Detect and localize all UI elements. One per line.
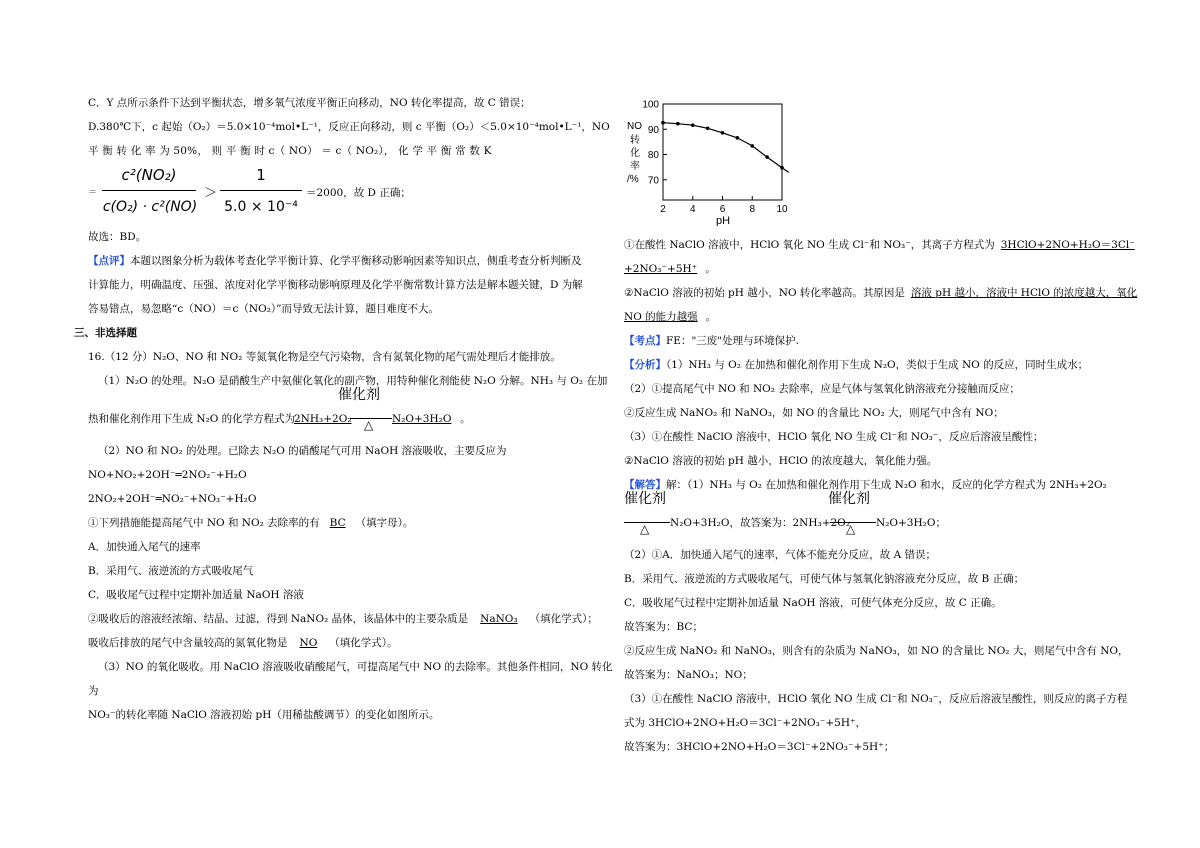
data-point — [706, 126, 710, 130]
answer-line: 故选：BD。 — [88, 231, 147, 243]
reaction-equation-1: NO+NO₂+2OH⁻═2NO₂⁻+H₂O — [88, 469, 247, 481]
part2-sub1 — [88, 512, 413, 536]
x-tick-label: 4 — [689, 204, 696, 215]
comment-line-1 — [88, 250, 582, 274]
answer-3-2-suffix: 。 — [705, 311, 717, 323]
kaodian-text: FE："三废"处理与环境保护. — [666, 335, 799, 347]
option-d-explanation: D.380℃下，c 起始（O₂）＝5.0×10⁻⁴mol•L⁻¹，反应正向移动，则 c 平衡（O₂）＜5.0×10⁻⁴mol•L⁻¹，NO — [88, 121, 610, 133]
analysis-text-1: （1）NH₃ 与 O₂ 在加热和催化剂作用下生成 N₂O，类似于生成 NO 的反应，同时生成水； — [666, 359, 1089, 371]
solution-line-7: ②反应生成 NaNO₂ 和 NaNO₃，则含有的杂质为 NaNO₃，如 NO 的含量比 NO₂ 大，则尾气中含有 NO， — [624, 645, 1129, 657]
y-tick-label: 80 — [647, 150, 659, 162]
formula-equals: ＝ — [88, 188, 98, 198]
part2-sub2b-answer: NO — [299, 637, 318, 649]
part1-answer-products: N₂O+3H₂O — [392, 413, 452, 425]
solution-text-1: 解：（1）NH₃ 与 O₂ 在加热和催化剂作用下生成 N₂O 和水，反应的化学方程式为 2NH₃+2O₂ — [666, 479, 1107, 491]
question-16-part3-cont: 为 — [88, 685, 99, 697]
catalyst-label-2: 催化剂 — [828, 491, 870, 507]
reaction-equation-2: 2NO₂+2OH⁻═NO₂⁻+NO₃⁻+H₂O — [88, 493, 257, 505]
part2-sub2b-prefix: 吸收后排放的尾气中含量较高的氮氧化物是 — [88, 637, 288, 649]
formula-denominator-1: c(O₂) · c²(NO) — [102, 199, 198, 215]
part2-sub2 — [88, 608, 598, 632]
chart-ylabel-1: NO — [627, 121, 642, 132]
analysis-line-1 — [624, 354, 1088, 378]
chart-ylabel-2: 转 — [630, 135, 640, 146]
part1-equation-suffix: 。 — [460, 413, 471, 425]
heat-symbol-2: △ — [846, 522, 856, 536]
option-c-explanation: C．Y 点所示条件下达到平衡状态，增多氧气浓度平衡正向移动，NO 转化率提高，故 C 错误； — [88, 97, 531, 109]
analysis-line-2: （2）①提高尾气中 NO 和 NO₂ 去除率，应是气体与氢氧化钠溶液充分接触而反应； — [624, 383, 1020, 395]
solution-equation-row — [624, 488, 1130, 538]
chart-ylabel-4: 率 — [630, 161, 640, 172]
part2-sub1-suffix: （填字母）。 — [355, 517, 414, 529]
analysis-line-4: （3）①在酸性 NaClO 溶液中，HClO 氧化 NO 生成 Cl⁻和 NO₃⁻，反应后溶液呈酸性； — [624, 431, 1044, 443]
y-tick-label: 70 — [647, 175, 659, 187]
option-a: A．加快通入尾气的速率 — [88, 541, 201, 553]
comment-line-3: 答易错点，易忽略“c（NO）＝c（NO₂）”而导致无法计算，题目难度不大。 — [88, 303, 440, 315]
question-16-part3: （3）NO 的氧化吸收。用 NaClO 溶液吸收硝酸尾气，可提高尾气中 NO 的去除率。其他条件相同，NO 转化 — [98, 661, 613, 673]
solution-line-3: （2）①A．加快通入尾气的速率，气体不能充分反应，故 A 错误； — [624, 549, 937, 561]
formula-greater-than: ＞ — [204, 186, 218, 201]
analysis-line-3: ②反应生成 NaNO₂ 和 NaNO₃，如 NO 的含量比 NO₂ 大，则尾气中含有 NO； — [624, 407, 1004, 419]
part2-sub2b-suffix: （填化学式）。 — [329, 637, 398, 649]
question-16-part1: （1）N₂O 的处理。N₂O 是硝酸生产中氨催化氧化的副产物，用特种催化剂能使 N₂O 分解。NH₃ 与 O₂ 在加 — [98, 375, 608, 387]
solution-equation-end: N₂O+3H₂O； — [876, 517, 946, 529]
answer-3-2 — [624, 282, 1137, 306]
solution-line-10: 式为 3HClO+2NO+H₂O＝3Cl⁻+2NO₃⁻+5H⁺， — [624, 717, 867, 729]
answer-3-2-prefix: ②NaClO 溶液的初始 pH 越小，NO 转化率越高。其原因是 — [624, 287, 905, 299]
formula-numerator-1: c²(NO₂) — [121, 166, 177, 184]
solution-line-8: 故答案为：NaNO₃；NO； — [624, 669, 753, 681]
data-point — [780, 166, 784, 170]
y-tick-label: 100 — [642, 99, 659, 111]
data-point — [676, 122, 680, 126]
x-tick-label: 2 — [660, 204, 666, 215]
part2-sub2-suffix: （填化学式）； — [529, 613, 598, 625]
answer-3-2-cont — [624, 306, 716, 330]
part2-sub2-prefix: ②吸收后的溶液经浓缩、结晶、过滤，得到 NaNO₂ 晶体，该晶体中的主要杂质是 — [88, 613, 469, 625]
kaodian-line — [624, 330, 799, 354]
chart-ylabel-3: 化 — [630, 148, 640, 159]
solution-line-11: 故答案为：3HClO+2NO+H₂O＝3Cl⁻+2NO₃⁻+5H⁺； — [624, 741, 895, 753]
answer-3-1-cont — [624, 258, 716, 282]
comment-line-2: 计算能力，明确温度、压强、浓度对化学平衡移动影响原理及化学平衡常数计算方法是解本题关键，D 为解 — [88, 279, 583, 291]
section-heading: 三、非选择题 — [74, 327, 137, 339]
data-point — [661, 121, 665, 125]
question-16-part3-figure-caption: NO₃⁻的转化率随 NaClO 溶液初始 pH（用稀盐酸调节）的变化如图所示。 — [88, 709, 440, 721]
option-b: B．采用气、液逆流的方式吸收尾气 — [88, 565, 254, 577]
option-d-explanation-cont: 平 衡 转 化 率 为 50%， 则 平 衡 时 c（ NO） ＝ c（ NO₂）， 化 学 平 衡 常 数 K — [88, 145, 492, 157]
fraction-bar-1 — [102, 190, 196, 191]
answer-3-2-reason: 溶液 pH 越小，溶液中 HClO 的浓度越大，氧化 — [910, 287, 1138, 299]
comment-text-1: 本题以图象分析为载体考查化学平衡计算、化学平衡移动影响因素等知识点，侧重考查分析判断及 — [130, 255, 582, 267]
chart-xlabel: pH — [715, 215, 731, 226]
heat-symbol: △ — [364, 418, 374, 432]
solution-tag: 【解答】 — [624, 479, 666, 491]
x-tick-label: 6 — [719, 204, 726, 215]
analysis-tag: 【分析】 — [624, 359, 666, 371]
chart-trend-curve — [663, 123, 789, 173]
chart-plot-frame — [663, 104, 782, 200]
no-conversion-chart — [620, 96, 800, 226]
fraction-bar-2 — [220, 190, 302, 191]
answer-3-1-suffix: 。 — [705, 263, 716, 275]
answer-3-1-prefix: ①在酸性 NaClO 溶液中，HClO 氧化 NO 生成 Cl⁻和 NO₃⁻，其离子方程式为 — [624, 239, 995, 251]
question-16-stem: 16.（12 分）N₂O、NO 和 NO₂ 等氮氧化物是空气污染物，含有氮氧化物的尾气需处理后才能排放。 — [88, 351, 561, 363]
catalyst-label: 催化剂 — [338, 387, 380, 403]
part2-sub1-prefix: ①下列措施能提高尾气中 NO 和 NO₂ 去除率的有 — [88, 517, 320, 529]
solution-line-6: 故答案为：BC； — [624, 621, 703, 633]
kaodian-tag: 【考点】 — [624, 335, 666, 347]
formula-numerator-2: 1 — [256, 166, 266, 184]
answer-3-2-reason-cont: NO 的能力越强 — [624, 311, 698, 323]
solution-line-5: C．吸收尾气过程中定期补加适量 NaOH 溶液，可使气体充分反应，故 C 正确。 — [624, 597, 1002, 609]
solution-line-9: （3）①在酸性 NaClO 溶液中，HClO 氧化 NO 生成 Cl⁻和 NO₃⁻，反应后溶液呈酸性，则反应的离子方程 — [624, 693, 1128, 705]
formula-result: ＝2000，故 D 正确； — [306, 187, 411, 199]
y-tick-label: 90 — [647, 124, 659, 136]
part1-answer-reactants: 2NH₃+2O₂ — [294, 413, 352, 425]
part2-sub2b — [88, 632, 398, 656]
answer-3-1 — [624, 234, 1135, 258]
answer-3-1-equation-cont: +2NO₃⁻+5H⁺ — [624, 263, 698, 275]
solution-equation-text: N₂O+3H₂O，故答案为：2NH₃+2O₂ — [670, 517, 850, 529]
solution-line-4: B．采用气、液逆流的方式吸收尾气，可使气体与氢氧化钠溶液充分反应，故 B 正确； — [624, 573, 1025, 585]
chart-ylabel-5: /% — [627, 174, 639, 185]
x-tick-label: 8 — [749, 204, 756, 215]
analysis-line-5: ②NaClO 溶液的初始 pH 越小，HClO 的浓度越大，氧化能力强。 — [624, 455, 938, 467]
comment-tag: 【点评】 — [88, 255, 130, 267]
data-point — [736, 136, 740, 140]
answer-3-1-equation: 3HClO+2NO+H₂O＝3Cl⁻ — [1000, 239, 1135, 251]
part2-sub2-answer: NaNO₃ — [480, 613, 518, 625]
data-point — [691, 123, 695, 127]
data-point — [750, 144, 754, 148]
catalyst-label-1: 催化剂 — [624, 491, 666, 507]
data-point — [765, 155, 769, 159]
equilibrium-constant-formula — [88, 164, 508, 224]
part1-equation-prefix: 热和催化剂作用下生成 N₂O 的化学方程式为 — [88, 413, 296, 425]
part2-sub1-answer: BC — [329, 517, 346, 529]
formula-denominator-2: 5.0 × 10⁻⁴ — [224, 199, 298, 215]
data-point — [721, 131, 725, 135]
heat-symbol-1: △ — [640, 522, 650, 536]
option-c: C．吸收尾气过程中定期补加适量 NaOH 溶液 — [88, 589, 304, 601]
part1-equation — [88, 384, 568, 434]
x-tick-label: 10 — [776, 204, 788, 215]
question-16-part2: （2）NO 和 NO₂ 的处理。已除去 N₂O 的硝酸尾气可用 NaOH 溶液吸收，主要反应为 — [98, 445, 507, 457]
